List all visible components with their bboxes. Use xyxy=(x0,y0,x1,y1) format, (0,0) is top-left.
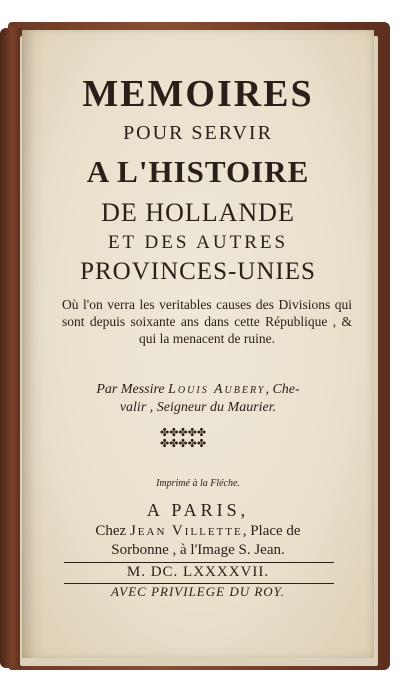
printed-at: Imprimé à la Fléche. xyxy=(156,478,240,489)
imprint-year: M. DC. LXXXXVII. xyxy=(126,564,270,580)
author-suffix: , Che- xyxy=(265,382,300,397)
author-line-2: valir , Seigneur du Maurier. xyxy=(119,400,277,415)
title-line-autres: ET DES AUTRES xyxy=(107,232,289,253)
ornament-row-1: ✤✤✤✤✤ xyxy=(160,427,207,439)
printers-ornament xyxy=(160,428,240,450)
author-prefix: Par Messire xyxy=(96,382,169,397)
rule-top xyxy=(64,562,334,563)
title-line-memoires: MEMOIRES xyxy=(82,73,314,115)
publisher-prefix: Chez xyxy=(95,523,130,539)
ornament-row-2: ✤✤✤✤✤ xyxy=(160,438,207,450)
publisher-name: Jean Villette xyxy=(129,523,243,539)
privilege-line: AVEC PRIVILEGE DU ROY. xyxy=(111,584,285,599)
publisher-address: Sorbonne , à l'Image S. Jean. xyxy=(111,542,285,558)
author-name: Louis Aubery xyxy=(168,382,266,397)
imprint-city: A PARIS, xyxy=(146,500,250,520)
publisher-suffix: , Place de xyxy=(242,523,301,539)
description-paragraph: Où l'on verra les veritables causes des Divisions qui sont depuis soixante ans dans cette République , & qui la menacent de ruine. xyxy=(62,297,352,346)
author-line xyxy=(22,382,374,398)
book-spine xyxy=(0,28,22,668)
title-line-histoire: A L'HISTOIRE xyxy=(86,154,310,189)
title-line-pour-servir: POUR SERVIR xyxy=(123,122,273,144)
publisher-line xyxy=(22,523,374,540)
title-line-hollande: DE HOLLANDE xyxy=(101,198,295,227)
title-page xyxy=(22,30,374,658)
title-line-provinces: PROVINCES-UNIES xyxy=(80,258,316,285)
